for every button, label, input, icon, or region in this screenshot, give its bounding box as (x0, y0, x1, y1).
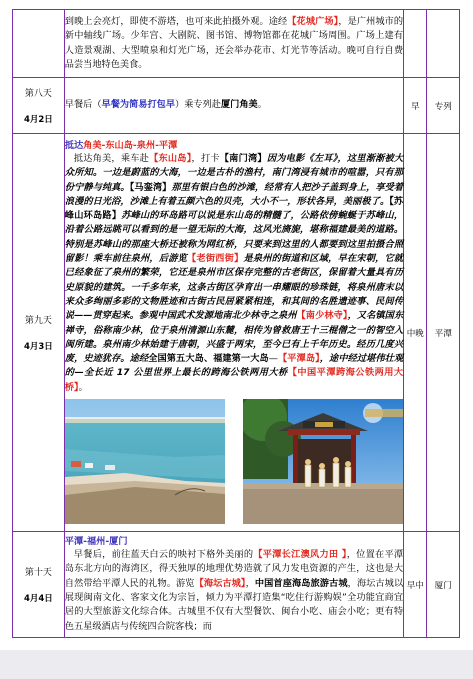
day10-date: 4月4日 (23, 594, 53, 604)
day9-segment: 【苏峰山环岛路】 (64, 195, 404, 222)
day9-segment: 【南门湾】 (219, 152, 267, 164)
south-shaolin-temple-photo (243, 399, 403, 524)
day9-row (13, 134, 460, 532)
day8-lodging: 专列 (427, 78, 460, 134)
day8-date: 4月2日 (23, 115, 53, 125)
day9-segment: 全国第五大岛、福建第一大岛 (148, 353, 269, 365)
day9-segment: 【南少林寺】 (296, 310, 348, 322)
day10-segment: ，海坛古城以展现闽南文化、客家文化为宗旨，倾力为平潭打造集“吃住行游购娱”全功能宜商宜居的大型旅游文化综合体。古城里不仅有大型餐饮、闽台小吃、庙会小吃；更有特色五星级酒店与传统四合院客栈；而 (64, 577, 404, 632)
day10-segment: 中国首座海岛旅游古城 (254, 577, 348, 589)
day7-text: 到晚上会亮灯，即使不游塔，也可来此拍摄外观。途经【花城广场】，是广州城市的新中轴线广场。少年宫、大剧院、图书馆、博物馆都在花城广场周围。广场上建有人造景观湖、大型喷泉和灯光广场，还会举办花市、灯光节等活动。晚可自行自费品尝当地特色美食。 (64, 15, 404, 70)
day9-segment: 。 (78, 381, 88, 393)
day9-meal: 中晚 (404, 134, 427, 532)
day9-segment: 【中国平潭跨海公铁两用大桥】 (64, 367, 404, 393)
day8-label: 第八天 (24, 89, 52, 99)
day9-segment: 抵达角美，乘车赴 (73, 152, 150, 164)
day7-row (13, 10, 460, 78)
day8-day-cell (13, 78, 65, 134)
east-island-harbor-photo (65, 399, 225, 524)
day8-row (13, 78, 460, 134)
day9-date: 4月3日 (23, 342, 53, 352)
day9-segment: 【老街西街】 (187, 253, 244, 265)
day10-segment: 【平潭长江澳风力田 】 (253, 549, 347, 561)
day9-route: 抵达角美-东山岛-泉州-平潭 (64, 139, 178, 151)
day10-lodging: 厦门 (427, 532, 460, 638)
day9-segment: 【马銮湾】 (129, 181, 172, 193)
day9-photos (65, 399, 403, 524)
day9-segment: 【平潭岛】 (277, 353, 320, 365)
day10-segment: ，位置在平潭岛东北方向的海湾区，得天独厚的地理优势造就了风力发电资源的产生，这也是大自然带给平潭人民的礼物。游览 (64, 549, 404, 589)
day9-segment: 【东山岛】 (149, 152, 192, 164)
day8-text: 早餐后（早餐为简易打包早）乘专列赴厦门角美。 (64, 99, 267, 111)
day9-segment: ，打卡 (191, 152, 220, 164)
day9-segment: — (268, 353, 278, 365)
day9-segment: ，又名镇国东禅寺，俗称南少林，位于泉州清源山东麓，相传为曾救唐王十三棍僧之一的智空入闽所建。泉州南少林始建于唐朝，兴盛于两宋，至今已有上千年历史。经历几度兴废，史迹犹存。途经 (64, 310, 404, 365)
day9-segment: 那里有银白色的沙滩，经常有人把沙子盖到身上，享受着浪漫的日光浴，沙滩上有着五颜六色的贝壳，大小不一，形状各异，美丽极了。 (64, 181, 404, 207)
itinerary-table (12, 9, 460, 638)
day10-segment: ， (245, 577, 255, 589)
day9-segment: 苏峰山的环岛路可以说是东山岛的精髓了，公路依傍蜿蜒于苏峰山，沿着公路远眺可以看到的是一望无际的大海，这风光旖旎，堪称福建最美的道路。特别是苏峰山的那座大桥还被称为网红桥，只要来到这里的人都要到这里拍摄合照留影！乘车前往泉州，后游览 (64, 210, 404, 265)
day10-segment: 【海坛古城】 (194, 577, 246, 589)
day9-content-cell (64, 134, 403, 532)
day10-day-cell (13, 532, 65, 638)
day9-description (65, 152, 403, 395)
day7-day-cell (13, 10, 65, 78)
day9-segment: ，途中经过堪伟壮观的—全长近 17 公里世界上最长的跨海公铁两用大桥 (64, 353, 404, 379)
day9-lodging: 平潭 (427, 134, 460, 532)
day7-lodging-cell (427, 10, 460, 78)
day10-description (65, 548, 403, 634)
day10-content-cell (64, 532, 403, 638)
day8-meal: 早 (404, 78, 427, 134)
day8-content-cell (64, 78, 403, 134)
day10-meal: 早中 (404, 532, 427, 638)
day9-label: 第九天 (24, 316, 52, 326)
day7-content-cell (64, 10, 403, 78)
day10-segment: 早餐后，前往蓝天白云的映衬下格外美丽的 (73, 549, 254, 561)
day9-segment: 是泉州的街道和区域，早在宋朝，它就已经象征了泉州的繁荣，它还是泉州市区保存完整的古老街区，保留着大量具有历史原貌的建筑。一千多年来，这条古街区孕育出一串耀眼的珍珠链，将泉州唐末以来众多绚丽多彩的文物胜迹和古街古民居紧紧相连，和其间的名胜遗迹事、民间传说——贯穿起来。参观中国武术发源地南北少林寺之泉州 (64, 253, 404, 322)
day9-segment: 因为电影《左耳》，这里渐渐被大众所知。一边是蔚蓝的大海，一边是古朴的渔村，南门湾浸有城市的喧嚣，只有那份宁静与纯真。 (64, 152, 404, 193)
day10-route: 平潭-福州-厦门 (64, 536, 128, 548)
day7-meal-cell (404, 10, 427, 78)
page-footer-band (0, 650, 473, 679)
day10-label: 第十天 (24, 568, 52, 578)
day10-row (13, 532, 460, 638)
day9-day-cell (13, 134, 65, 532)
